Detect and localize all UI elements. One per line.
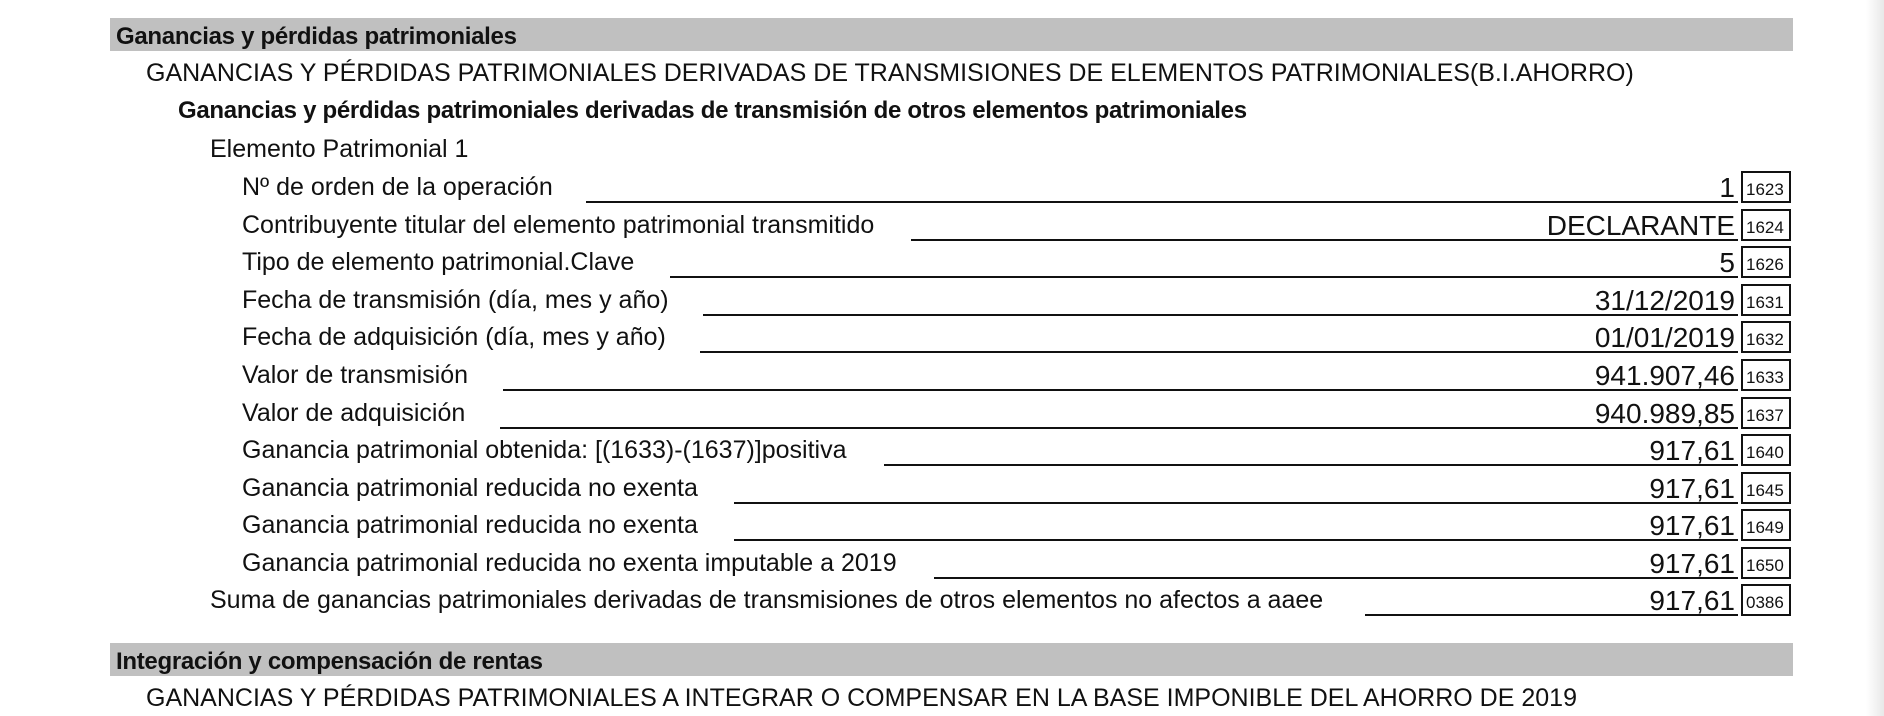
field-value[interactable]: 941.907,46 [1594,360,1735,391]
element-title: Elemento Patrimonial 1 [210,135,469,163]
section-header-title: Ganancias y pérdidas patrimoniales [116,23,517,50]
leader-line [703,314,1738,316]
total-code-box [1741,584,1791,616]
form-row [0,284,1884,322]
field-label: Ganancia patrimonial reducida no exenta imputable a 2019 [242,549,897,577]
field-code-box [1741,434,1791,466]
field-code: 1637 [1746,406,1784,425]
form-row [0,321,1884,359]
field-code: 1633 [1746,368,1784,387]
field-code: 1649 [1746,518,1784,537]
field-label: Ganancia patrimonial obtenida: [(1633)-(1637)]positiva [242,436,847,464]
total-value[interactable]: 917,61 [1649,585,1735,616]
field-label: Nº de orden de la operación [242,173,553,201]
field-code: 1640 [1746,443,1784,462]
field-code: 1623 [1746,180,1784,199]
field-label: Valor de transmisión [242,361,469,389]
field-label: Fecha de adquisición (día, mes y año) [242,323,666,351]
heading-transmisiones: GANANCIAS Y PÉRDIDAS PATRIMONIALES DERIVADAS DE TRANSMISIONES DE ELEMENTOS PATRIMONIALES(B.I.AHORRO) [146,59,1634,87]
field-code: 1632 [1746,330,1784,349]
field-value[interactable]: 917,61 [1649,473,1735,504]
section-header-ganancias [110,18,1793,51]
field-label: Ganancia patrimonial reducida no exenta [242,511,698,539]
form-row [0,509,1884,547]
subheading-otros-elementos: Ganancias y pérdidas patrimoniales derivadas de transmisión de otros elementos patrimoniales [178,97,1247,124]
form-row [0,547,1884,585]
leader-line [934,577,1738,579]
leader-line [500,427,1738,429]
field-label: Valor de adquisición [242,399,466,427]
form-row [0,209,1884,247]
field-value[interactable]: 1 [1719,172,1735,203]
leader-line [670,276,1738,278]
field-code-box [1741,171,1791,203]
form-row [0,359,1884,397]
field-code: 1626 [1746,255,1784,274]
field-code-box [1741,321,1791,353]
field-code-box [1741,509,1791,541]
form-row [0,434,1884,472]
field-value[interactable]: 5 [1719,247,1735,278]
total-row [0,584,1884,622]
leader-line [734,539,1738,541]
field-code-box [1741,209,1791,241]
form-row [0,171,1884,209]
section-header-title: Integración y compensación de rentas [116,648,543,675]
field-code-box [1741,284,1791,316]
field-label: Tipo de elemento patrimonial.Clave [242,248,635,276]
leader-line [503,389,1738,391]
leader-line [586,201,1738,203]
leader-line [884,464,1738,466]
leader-line [734,502,1738,504]
leader-line [700,351,1738,353]
field-code: 1650 [1746,556,1784,575]
section-header-integracion [110,643,1793,676]
scrollbar-track[interactable] [1866,0,1884,716]
field-code-box [1741,472,1791,504]
field-code-box [1741,397,1791,429]
field-value[interactable]: 31/12/2019 [1594,285,1735,316]
field-value[interactable]: 917,61 [1649,548,1735,579]
field-value[interactable]: 917,61 [1649,510,1735,541]
field-code: 1645 [1746,481,1784,500]
field-value[interactable]: DECLARANTE [1546,210,1735,241]
field-value[interactable]: 917,61 [1649,435,1735,466]
field-code-box [1741,246,1791,278]
heading-integrar-compensar: GANANCIAS Y PÉRDIDAS PATRIMONIALES A INTEGRAR O COMPENSAR EN LA BASE IMPONIBLE DEL AHORRO DE 2019 [146,684,1577,712]
total-label: Suma de ganancias patrimoniales derivadas de transmisiones de otros elementos no afectos a aaee [210,586,1324,614]
field-label: Fecha de transmisión (día, mes y año) [242,286,669,314]
total-code: 0386 [1746,593,1784,612]
field-code: 1631 [1746,293,1784,312]
field-code: 1624 [1746,218,1784,237]
field-value[interactable]: 940.989,85 [1594,398,1735,429]
form-row [0,246,1884,284]
field-label: Ganancia patrimonial reducida no exenta [242,474,698,502]
field-code-box [1741,359,1791,391]
form-row [0,397,1884,435]
form-row [0,472,1884,510]
field-code-box [1741,547,1791,579]
field-value[interactable]: 01/01/2019 [1594,322,1735,353]
field-label: Contribuyente titular del elemento patrimonial transmitido [242,211,875,239]
